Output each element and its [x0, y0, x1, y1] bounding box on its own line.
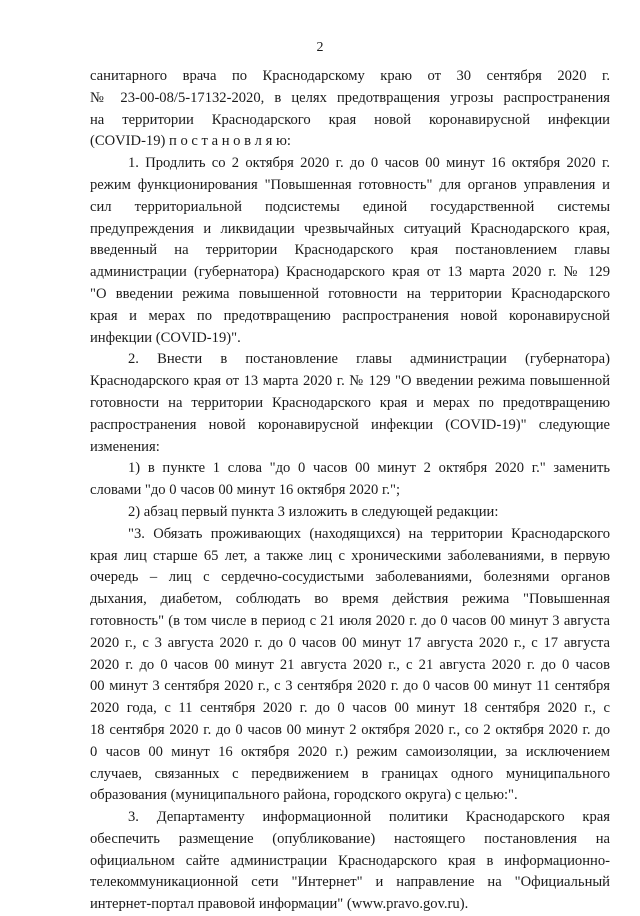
text-line: № 23-00-08/5-17132-2020, в целях предотвращения угрозы распространения	[90, 89, 610, 106]
text-line: на территории Краснодарского края новой коронавирусной инфекции	[90, 111, 610, 128]
text-line: словами "до 0 часов 00 минут 16 октября 2020 г.";	[90, 482, 401, 499]
text-line: телекоммуникационной сети "Интернет" и направление на "Официальный	[90, 874, 610, 891]
text-line: 2. Внести в постановление главы администрации (губернатора)	[128, 351, 610, 368]
text-line: 0 часов 00 минут 16 октября 2020 г.) режим самоизоляции, за исключением	[90, 743, 610, 760]
text-line: 2020 года, с 11 сентября 2020 г. до 0 часов 00 минут 18 сентября 2020 г., с	[90, 700, 610, 717]
text-line: 1) в пункте 1 слова "до 0 часов 00 минут 2 октября 2020 г." заменить	[128, 460, 610, 477]
text-line: "3. Обязать проживающих (находящихся) на территории Краснодарского	[128, 525, 610, 542]
text-line: интернет-портал правовой информации" (www.pravo.gov.ru).	[90, 896, 469, 913]
text-line: обеспечить размещение (опубликование) настоящего постановления на	[90, 830, 610, 847]
text-line: режим функционирования "Повышенная готовность" для органов управления и	[90, 176, 610, 193]
text-line: введенный на территории Краснодарского края постановлением главы	[90, 242, 610, 259]
text-line: 2) абзац первый пункта 3 изложить в следующей редакции:	[128, 503, 499, 520]
text-line: края и мерах по предотвращению распространения новой коронавирусной	[90, 307, 610, 324]
text-line: "О введении режима повышенной готовности на территории Краснодарского	[90, 285, 610, 302]
text-line: 1. Продлить со 2 октября 2020 г. до 0 часов 00 минут 16 октября 2020 г.	[128, 155, 610, 172]
text-line: предупреждения и ликвидации чрезвычайных ситуаций Краснодарского края,	[90, 220, 610, 237]
text-line: очередь – лиц с сердечно-сосудистыми заболеваниями, болезнями органов	[90, 569, 610, 586]
text-line: края лиц старше 65 лет, а также лиц с хроническими заболеваниями, в первую	[90, 547, 610, 564]
text-line: готовность" (в том числе в период с 21 июля 2020 г. до 0 часов 00 минут 3 августа	[90, 612, 610, 629]
text-line: администрации (губернатора) Краснодарского края от 13 марта 2020 г. № 129	[90, 264, 610, 281]
page-number: 2	[316, 40, 324, 55]
text-line: готовности на территории Краснодарского края и мерах по предотвращению	[90, 394, 610, 411]
text-line: санитарного врача по Краснодарскому краю от 30 сентября 2020 г.	[90, 68, 610, 84]
text-line: Краснодарского края от 13 марта 2020 г. № 129 "О введении режима повышенной	[90, 373, 610, 390]
text-line: 18 сентября 2020 г. до 0 часов 00 минут 2 октября 2020 г., со 2 октября 2020 г. до	[90, 721, 610, 738]
text-line: инфекции (COVID-19)".	[90, 329, 241, 346]
text-line: распространения новой коронавирусной инфекции (COVID-19)" следующие	[90, 416, 610, 433]
text-line: 2020 г., с 3 августа 2020 г. до 0 часов 00 минут 17 августа 2020 г., с 17 августа	[90, 634, 610, 651]
document-body	[90, 66, 610, 916]
text-line: 00 минут 3 сентября 2020 г., с 3 сентября 2020 г. до 0 часов 00 минут 11 сентября	[90, 678, 610, 695]
text-line: изменения:	[90, 438, 160, 455]
text-line: официальном сайте администрации Краснодарского края в информационно-	[90, 852, 610, 869]
text-line: 2020 г. до 0 часов 00 минут 21 августа 2020 г., с 21 августа 2020 г. до 0 часов	[90, 656, 610, 673]
text-line: случаев, связанных с передвижением в границах одного муниципального	[90, 765, 610, 782]
text-line: 3. Департаменту информационной политики Краснодарского края	[128, 809, 610, 826]
text-line: сил территориальной подсистемы единой государственной системы	[90, 198, 610, 215]
text-line: (COVID-19) п о с т а н о в л я ю:	[90, 133, 291, 150]
text-line: дыхания, диабетом, соблюдать во время действия режима "Повышенная	[90, 591, 610, 608]
text-line: образования (муниципального района, городского округа) с целью:".	[90, 787, 518, 804]
